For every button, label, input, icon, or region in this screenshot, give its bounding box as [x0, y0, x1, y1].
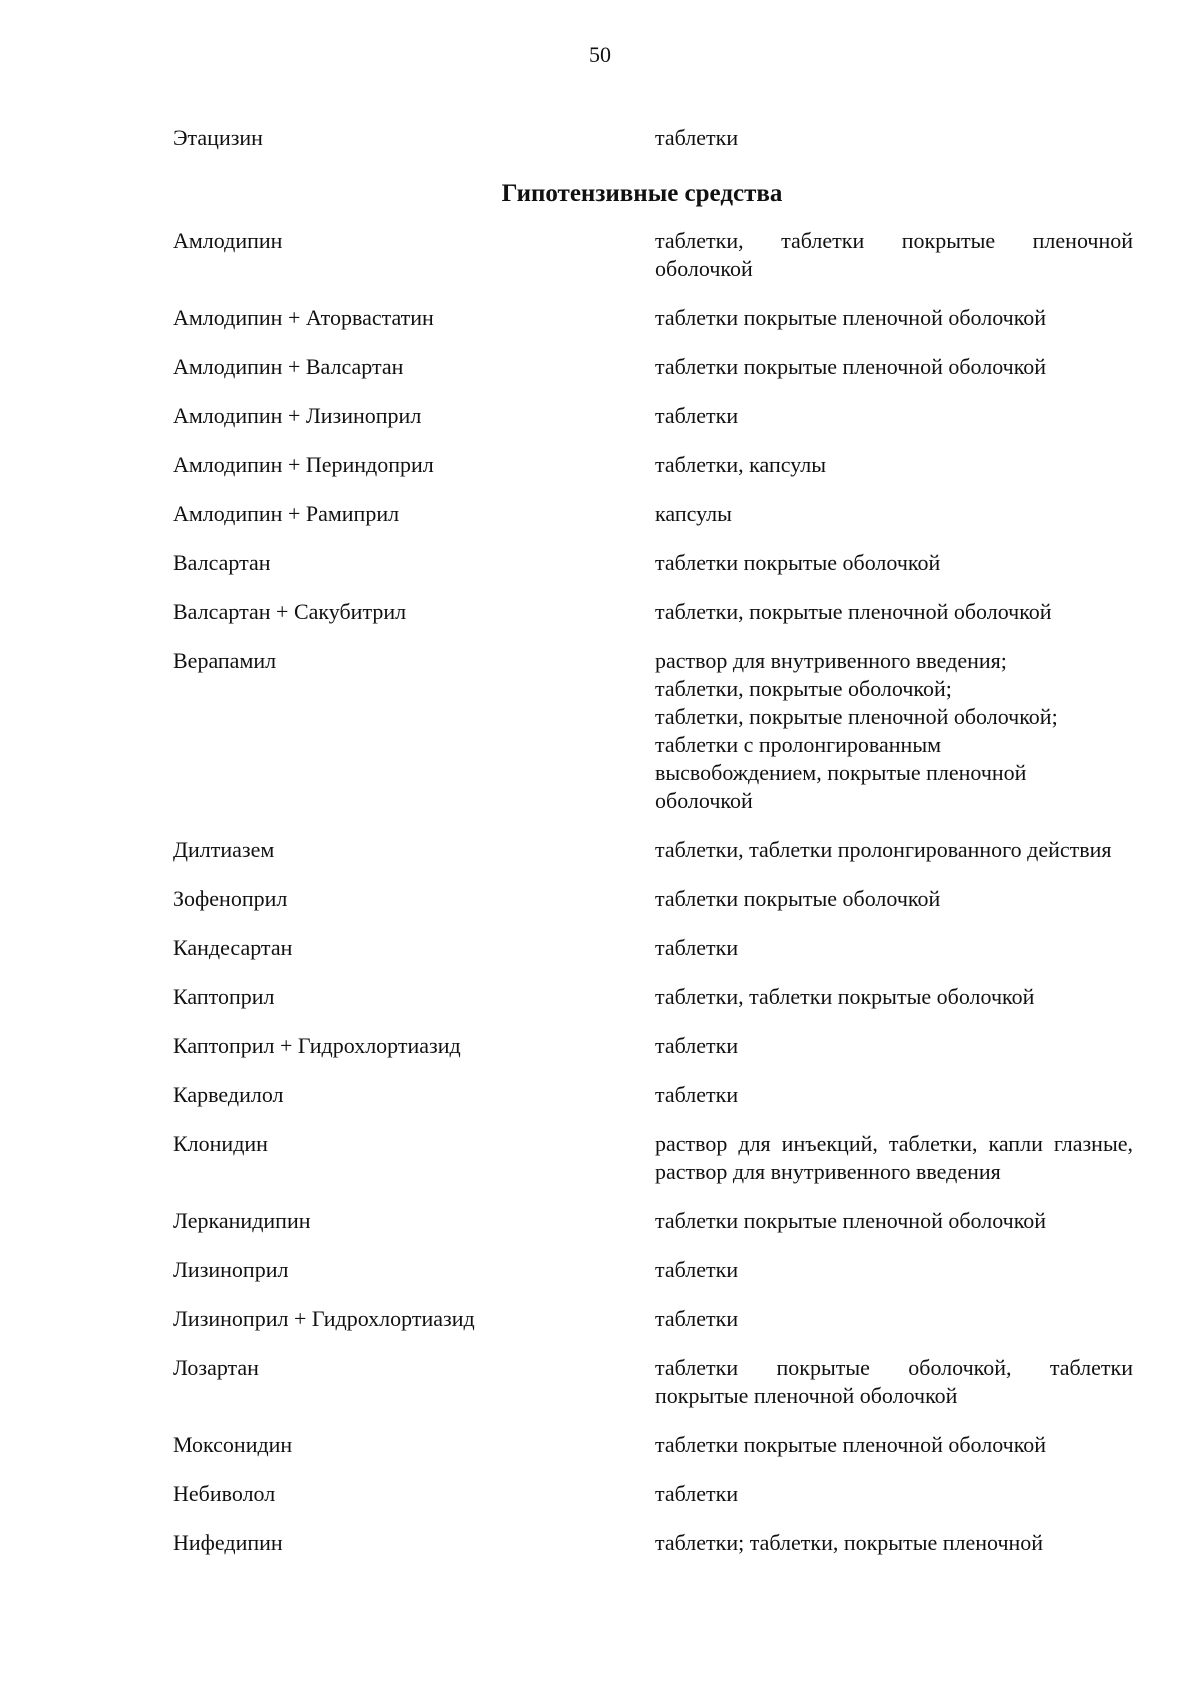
drug-form: таблетки; таблетки, покрытые пленочной — [655, 1530, 1044, 1555]
drug-form: таблетки — [655, 1033, 739, 1058]
drug-form: таблетки покрытые пленочной оболочкой — [655, 354, 1047, 379]
drug-form: таблетки покрытые оболочкой, таблетки покрытые пленочной оболочкой — [655, 1355, 1133, 1408]
list-item — [173, 1256, 1133, 1284]
list-item — [173, 353, 1133, 381]
drug-name: Амлодипин — [173, 228, 283, 253]
list-item — [173, 402, 1133, 430]
drug-form: таблетки — [655, 1306, 739, 1331]
drug-name: Кандесартан — [173, 935, 293, 960]
drug-name: Лизиноприл + Гидрохлортиазид — [173, 1306, 475, 1331]
drug-name: Этацизин — [173, 125, 263, 150]
list-item — [173, 549, 1133, 577]
drug-name: Амлодипин + Аторвастатин — [173, 305, 434, 330]
list-item — [173, 647, 1133, 815]
drug-list — [173, 124, 1133, 1578]
section-heading: Гипотензивные средства — [501, 180, 783, 207]
drug-name: Моксонидин — [173, 1432, 293, 1457]
drug-form: таблетки, таблетки пролонгированного действия — [655, 837, 1112, 862]
drug-name: Лизиноприл — [173, 1257, 289, 1282]
list-item — [173, 304, 1133, 332]
list-item — [173, 836, 1133, 864]
drug-form: раствор для внутривенного введения; таблетки, покрытые оболочкой; таблетки, покрытые пленочной оболочкой; таблетки с пролонгированным высвобождением, покрытые пленочной оболочкой — [655, 648, 1058, 813]
drug-name: Карведилол — [173, 1082, 284, 1107]
drug-name: Амлодипин + Рамиприл — [173, 501, 400, 526]
drug-form: капсулы — [655, 501, 732, 526]
drug-name: Амлодипин + Периндоприл — [173, 452, 434, 477]
list-item — [173, 885, 1133, 913]
drug-form: таблетки, таблетки покрытые оболочкой — [655, 984, 1035, 1009]
list-item — [173, 1130, 1133, 1186]
list-item — [173, 1480, 1133, 1508]
drug-table — [173, 227, 1133, 1557]
list-item — [173, 1529, 1133, 1557]
list-item — [173, 1354, 1133, 1410]
drug-name: Верапамил — [173, 648, 277, 673]
drug-form: таблетки покрытые пленочной оболочкой — [655, 1208, 1047, 1233]
drug-name: Зофеноприл — [173, 886, 288, 911]
list-item — [173, 1081, 1133, 1109]
drug-name: Небиволол — [173, 1481, 276, 1506]
drug-name: Клонидин — [173, 1131, 268, 1156]
drug-name: Валсартан — [173, 550, 271, 575]
drug-form: таблетки покрытые пленочной оболочкой — [655, 305, 1047, 330]
drug-name: Валсартан + Сакубитрил — [173, 599, 407, 624]
list-item — [173, 934, 1133, 962]
list-item — [173, 983, 1133, 1011]
drug-name: Нифедипин — [173, 1530, 283, 1555]
drug-form: таблетки — [655, 1257, 739, 1282]
drug-name: Амлодипин + Валсартан — [173, 354, 404, 379]
drug-name: Лерканидипин — [173, 1208, 311, 1233]
page-number: 50 — [589, 42, 611, 67]
drug-name: Амлодипин + Лизиноприл — [173, 403, 422, 428]
drug-form: таблетки, капсулы — [655, 452, 826, 477]
drug-name: Лозартан — [173, 1355, 259, 1380]
drug-form: раствор для инъекций, таблетки, капли глазные, раствор для внутривенного введения — [655, 1131, 1133, 1184]
drug-form: таблетки, таблетки покрытые пленочной оболочкой — [655, 228, 1133, 281]
drug-form: таблетки — [655, 935, 739, 960]
drug-name: Каптоприл — [173, 984, 275, 1009]
drug-form: таблетки покрытые пленочной оболочкой — [655, 1432, 1047, 1457]
drug-name: Дилтиазем — [173, 837, 275, 862]
list-item — [173, 1431, 1133, 1459]
drug-form: таблетки — [655, 403, 739, 428]
drug-form: таблетки покрытые оболочкой — [655, 886, 941, 911]
drug-form: таблетки — [655, 125, 739, 150]
list-item — [173, 227, 1133, 283]
list-item — [173, 124, 1133, 152]
drug-form: таблетки, покрытые пленочной оболочкой — [655, 599, 1052, 624]
list-item — [173, 451, 1133, 479]
list-item — [173, 1305, 1133, 1333]
drug-name: Каптоприл + Гидрохлортиазид — [173, 1033, 461, 1058]
list-item — [173, 598, 1133, 626]
list-item — [173, 1207, 1133, 1235]
list-item — [173, 1032, 1133, 1060]
drug-form: таблетки покрытые оболочкой — [655, 550, 941, 575]
drug-form: таблетки — [655, 1481, 739, 1506]
drug-form: таблетки — [655, 1082, 739, 1107]
list-item — [173, 500, 1133, 528]
